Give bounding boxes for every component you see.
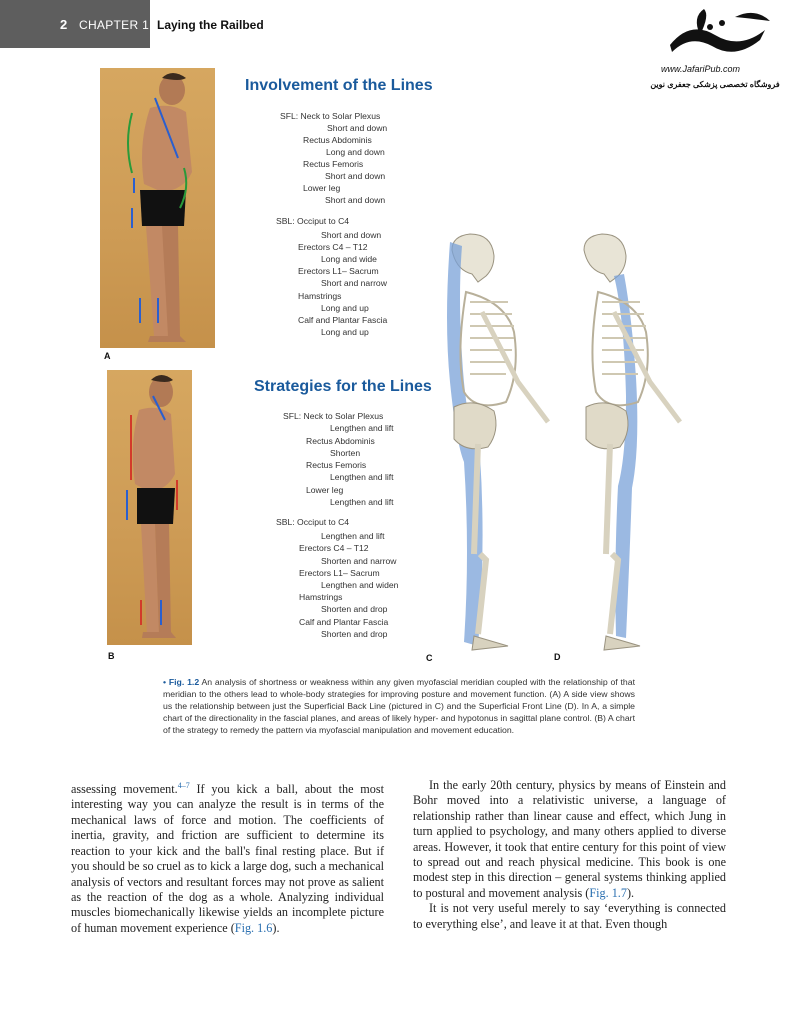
chapter-title: Laying the Railbed [157,18,264,32]
involvement-line: Short and down [325,171,386,181]
figure-caption [163,676,635,736]
skeleton-illustration-c [420,232,550,654]
strategies-line: Erectors C4 – T12 [299,543,369,553]
paragraph-text: assessing movement. [71,782,178,797]
strategies-line: Shorten and drop [321,629,388,639]
strategies-line: Shorten and drop [321,604,388,614]
figure-reference-link[interactable]: Fig. 1.6 [234,920,273,935]
strategies-line: Lengthen and lift [321,531,385,541]
involvement-line: Rectus Femoris [303,159,364,169]
figure-label-b: B [108,651,115,661]
involvement-line: Calf and Plantar Fascia [298,315,388,325]
page-number: 2 [60,17,68,32]
skeleton-illustration-d [562,232,692,654]
figure-reference-link[interactable]: Fig. 1.7 [589,885,627,900]
paragraph [413,778,726,901]
involvement-line: Erectors C4 – T12 [298,242,368,252]
caption-text: An analysis of shortness or weakness within any given myofascial meridian coupled with the relationship of that meridian to the others lead to whole-body strategies for improving posture and movement function. (A) A side view shows us the relationship between just the Superficial Back Line (pictured in C) and the Superficial Front Line (D). In A, a simple chart of the directionality in the fascial planes, and areas of likely hyper- and hypotonus in sagittal plane control. (B) A chart of the strategy to remedy the pattern via myofascial manipulation and movement education. [163,677,636,736]
heading-involvement: Involvement of the Lines [245,77,433,94]
watermark-subtitle: فروشگاه تخصصی پزشکی جعفری نوین [650,80,780,89]
strategies-line: Rectus Abdominis [306,436,375,446]
strategies-line: Rectus Femoris [306,460,367,470]
paragraph: It is not very useful merely to say ‘everything is connected to everything else’, and leave it at that. Even though [413,901,726,931]
body-column-left [71,778,384,936]
paragraph-text: In the early 20th century, physics by means of Einstein and Bohr moved into a relativistic universe, a language of relationship rather than linear cause and effect, which Jung in turn applied to psychology, and many others applied to diverse areas. However, it took that entire century for this point of view to spread out and reach physical medicine. This book is one modest step in this direction – general systems thinking applied to postural and movement analysis ( [413,778,726,900]
body-column-right [413,778,726,932]
paragraph-text: ). [272,920,280,935]
involvement-line: SFL: Neck to Solar Plexus [280,111,381,121]
citation-superscript[interactable]: 4–7 [177,781,190,790]
involvement-line: Short and down [327,123,388,133]
caption-label: • Fig. 1.2 [163,677,200,687]
involvement-line: Short and narrow [321,278,387,288]
involvement-line: Long and down [326,147,385,157]
strategies-line: Erectors L1– Sacrum [299,568,380,578]
involvement-line: Short and down [321,230,382,240]
strategies-line: Shorten [330,448,361,458]
strategies-line: Calf and Plantar Fascia [299,617,389,627]
strategies-line: Shorten and narrow [321,556,397,566]
strategies-line: Lower leg [306,485,344,495]
watermark-url: www.JafariPub.com [661,64,741,74]
involvement-line: Long and wide [321,254,377,264]
involvement-line: Long and up [321,303,369,313]
strategies-line: SFL: Neck to Solar Plexus [283,411,384,421]
photo-b [107,370,192,645]
figure-label-c: C [426,653,433,663]
involvement-line: SBL: Occiput to C4 [276,216,350,226]
figure-label-a: A [104,351,111,361]
strategies-line: Lengthen and widen [321,580,399,590]
photo-a [100,68,215,348]
strategies-line: SBL: Occiput to C4 [276,517,350,527]
involvement-line: Long and up [321,327,369,337]
strategies-line: Lengthen and lift [330,497,394,507]
paragraph [71,778,384,936]
strategies-line: Hamstrings [299,592,343,602]
figure-label-d: D [554,652,561,662]
strategies-line: Lengthen and lift [330,472,394,482]
involvement-line: Lower leg [303,183,341,193]
paragraph-text: ). [626,885,635,900]
strategies-line: Lengthen and lift [330,423,394,433]
involvement-line: Hamstrings [298,291,342,301]
chapter-label: CHAPTER 1 [79,18,150,32]
involvement-line: Erectors L1– Sacrum [298,266,379,276]
involvement-line: Short and down [325,195,386,205]
heading-strategies: Strategies for the Lines [254,378,432,395]
paragraph-text: If you kick a ball, about the most interesting way you can analyze the result is in terms of the mechanical laws of force and motion. The coefficients of inertia, gravity, and friction are sufficient to determine its reaction to your kick and the ball's final resting place. But if you should be so cruel as to kick a large dog, such a mechanical analysis of vectors and resultant forces may not prove as salient as the reaction of the dog as a whole. Analyzing individual muscles biomechanically likewise yields an incomplete picture of human movement experience ( [71,782,384,935]
involvement-line: Rectus Abdominis [303,135,372,145]
